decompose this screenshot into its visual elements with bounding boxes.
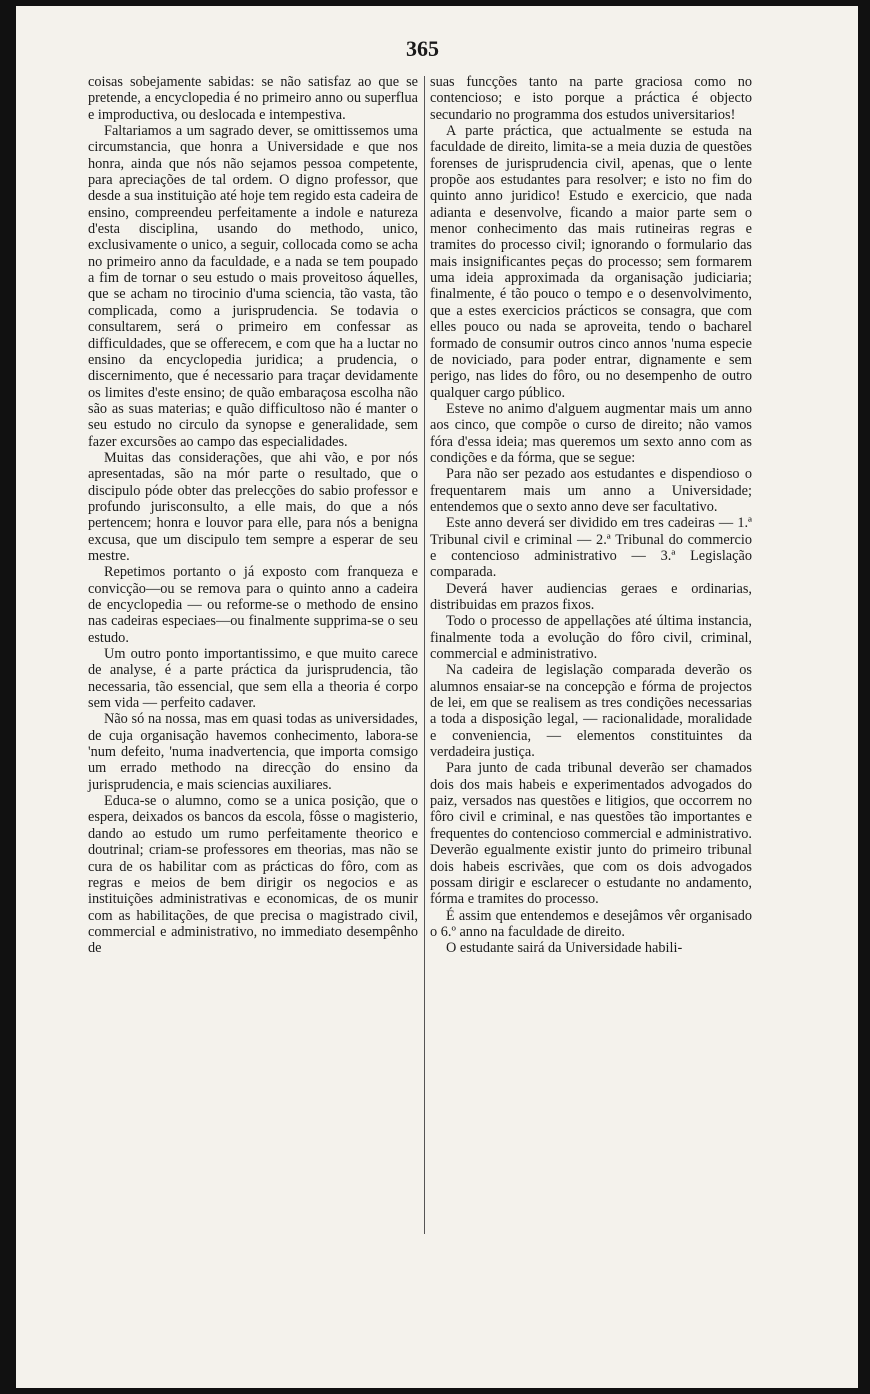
paragraph: É assim que entendemos e desejâmos vêr organisado o 6.º anno na faculdade de direito. [430,907,752,940]
paragraph: Faltariamos a um sagrado dever, se omittissemos uma circumstancia, que honra a Universidade e que nos honra, ainda que nós não sejamos pessoa competente, para apreciações de tal ordem. O digno professor, que desde a sua instituição até hoje tem regido esta cadeira de ensino, compreendeu perfeitamente a indole e natureza d'esta disciplina, usando do methodo, unico, exclusivamente o unico, a seguir, collocada como se acha no primeiro anno da faculdade, e a nada se tem poupado a fim de tornar o seu estudo o mais proveitoso áquelles, que se acham no tirocinio d'uma sciencia, tão vasta, tão complicada, como a jurisprudencia. Se todavia o consultarem, será o primeiro em confessar as difficuldades, que se offerecem, e com que ha a luctar no ensino da encyclopedia juridica; a prudencia, o discernimento, que é necessario para traçar devidamente os limites d'este ensino; de quão embaraçosa escolha não são as suas materias; e quão difficultoso não é manter o seu estudo no circulo da synopse e generalidade, sem fazer excursões ao campo das especialidades. [88,123,418,450]
paragraph: A parte práctica, que actualmente se estuda na faculdade de direito, limita-se a meia duzia de questões forenses de jurisprudencia civil, apenas, que o lente propõe aos estudantes para resolver; e isto no fim do quinto anno juridico! Estudo e exercicio, que nada adianta e desenvolve, ficando a maior parte sem o menor conhecimento das mais rutineiras regras e tramites do processo civil; ignorando o formulario das mais insignificantes peças do processo; sem formarem uma ideia approximada da organisação judiciaria; finalmente, é tão pouco o tempo e o desenvolvimento, que a estes exercicios prácticos se consagra, que com elles pouco ou nada se aproveita, tendo o bacharel formado de consumir outros cinco annos 'numa especie de noviciado, para poder entrar, dignamente e sem perigo, nas lides do fôro, ou no desempenho de outro qualquer cargo público. [430,123,752,401]
paragraph: Não só na nossa, mas em quasi todas as universidades, de cuja organisação havemos conhecimento, labora-se 'num defeito, 'numa inadvertencia, que importa comsigo um errado methodo na direcção do ensino da jurisprudencia, e mais sciencias auxiliares. [88,711,418,793]
paragraph: suas funcções tanto na parte graciosa como no contencioso; e isto porque a práctica é objecto secundario no programma dos estudos universitarios! [430,74,752,123]
right-column [430,74,752,957]
column-divider [424,76,425,1234]
paragraph: O estudante sairá da Universidade habili- [446,940,683,957]
paragraph: Repetimos portanto o já exposto com franqueza e convicção—ou se remova para o quinto anno a cadeira de encyclopedia — ou reforme-se o methodo de ensino nas cadeiras especiaes—ou finalmente supprima-se o seu estudo. [88,564,418,646]
paragraph: Na cadeira de legislação comparada deverão os alumnos ensaiar-se na concepção e fórma de projectos de lei, em que se realisem as tres condições necessarias a toda a disposição legal, — racionalidade, moralidade e conveniencia, — elementos constituintes da verdadeira justiça. [430,662,752,761]
paragraph: Para não ser pezado aos estudantes e dispendioso o frequentarem mais um anno a Universidade; entendemos que o sexto anno deve ser facultativo. [430,466,752,515]
paragraph: Todo o processo de appellações até última instancia, finalmente toda a evolução do fôro civil, criminal, commercial e administrativo. [430,613,752,663]
page-number: 365 [406,36,439,61]
left-column [88,74,418,957]
newspaper-page [16,6,858,1388]
paragraph: Educa-se o alumno, como se a unica posição, que o espera, deixados os bancos da escola, fôsse o magisterio, dando ao estudo um rumo perfeitamente theorico e doutrinal; criam-se professores em theorias, mas não se cura de os habilitar com as prácticas do fôro, com as regras e meios de bem dirigir os negocios e as instituições administrativas e economicas, de os munir com as habilitações, de que precisa o magistrado civil, commercial e administrativo, no immediato desempênho de [88,793,418,957]
paragraph: Um outro ponto importantissimo, e que muito carece de analyse, é a parte práctica da jurisprudencia, tão necessaria, tão essencial, que sem ella a theoria é corpo sem vida — perfeito cadaver. [88,646,418,712]
paragraph: Muitas das considerações, que ahi vão, e por nós apresentadas, são na mór parte o resultado, que o discipulo póde obter das prelecções do sabio professor e profundo jurisconsulto, a elle mais, do que a nós pertencem; honra e louvor para elle, para nós a benigna excusa, que um discipulo tem sempre a esperar de seu mestre. [88,449,418,564]
paragraph: Para junto de cada tribunal deverão ser chamados dois dos mais habeis e experimentados advogados do paiz, versados nas questões e litigios, que occorrem no fôro civil e criminal, e nas questões tão importantes e frequentes do contencioso commercial e administrativo. Deverão egualmente existir junto do primeiro tribunal dois habeis escrivães, que com os dois advogados possam dirigir e esclarecer o estudante no andamento, fórma e tramites do processo. [430,760,752,908]
paragraph: Deverá haver audiencias geraes e ordinarias, distribuidas em prazos fixos. [430,580,752,613]
paragraph: Esteve no animo d'alguem augmentar mais um anno aos cinco, que compõe o curso de direito; não vamos fóra d'essa ideia; mas queremos um sexto anno com as condições e da fórma, que se segue: [430,400,752,466]
paragraph: Este anno deverá ser dividido em tres cadeiras — 1.ª Tribunal civil e criminal — 2.ª Tribunal do commercio e contencioso administrativo — 3.ª Legislação comparada. [430,515,752,581]
paragraph: coisas sobejamente sabidas: se não satisfaz ao que se pretende, a encyclopedia é no primeiro anno ou superflua e improductiva, ou deslocada e intempestiva. [88,74,418,123]
